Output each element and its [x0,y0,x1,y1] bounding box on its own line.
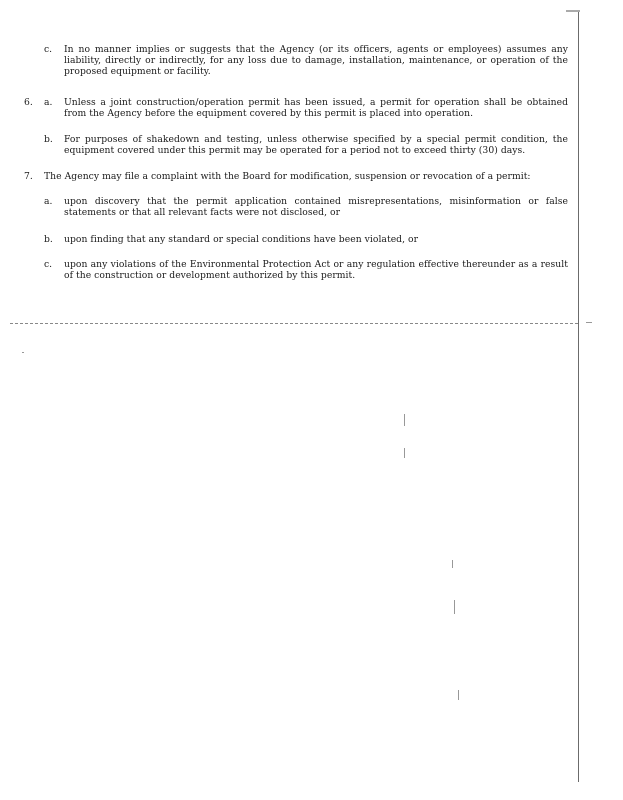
list-item-7a [0,196,578,220]
scan-speck [404,448,405,458]
item-text: Unless a joint construction/operation permit has been issued, a permit for operation shall be obtained from the Agency before the equipment covered by this permit is placed into operation. [64,97,568,119]
scan-speck [404,414,405,426]
item-letter: a. [44,97,53,108]
list-item-7c [0,259,578,283]
scan-speck [586,322,592,323]
scan-speck [454,600,455,614]
scan-edge-line [578,12,579,782]
list-item-6b [0,134,578,158]
list-item-7 [0,171,578,183]
scan-speck [22,352,24,353]
list-item-5c [0,44,578,80]
item-letter: a. [44,196,53,207]
scan-speck [458,690,459,700]
scan-speck [452,560,453,568]
item-text: upon finding that any standard or special conditions have been violated, or [64,234,419,245]
scan-edge-mark [566,10,580,12]
item-text: The Agency may file a complaint with the Board for modification, suspension or revocation of a permit: [44,171,531,182]
item-number: 7. [24,171,33,182]
page-divider [10,323,578,324]
item-letter: c. [44,259,53,270]
item-letter: b. [44,134,53,145]
item-letter: b. [44,234,53,245]
item-number: 6. [24,97,33,108]
item-letter: c. [44,44,53,55]
item-text: upon discovery that the permit application contained misrepresentations, misinformation or false statements or that all relevant facts were not disclosed, or [64,196,568,218]
item-text: upon any violations of the Environmental Protection Act or any regulation effective thereunder as a result of the construction or development authorized by this permit. [64,259,568,281]
item-text: For purposes of shakedown and testing, unless otherwise specified by a special permit condition, the equipment covered under this permit may be operated for a period not to exceed thirty (30) days. [64,134,568,156]
list-item-7b [0,234,578,246]
item-text: In no manner implies or suggests that the Agency (or its officers, agents or employees) assumes any liability, directly or indirectly, for any loss due to damage, installation, maintenance, or operation of the proposed equipment or facility. [64,44,568,77]
list-item-6a [0,97,578,121]
